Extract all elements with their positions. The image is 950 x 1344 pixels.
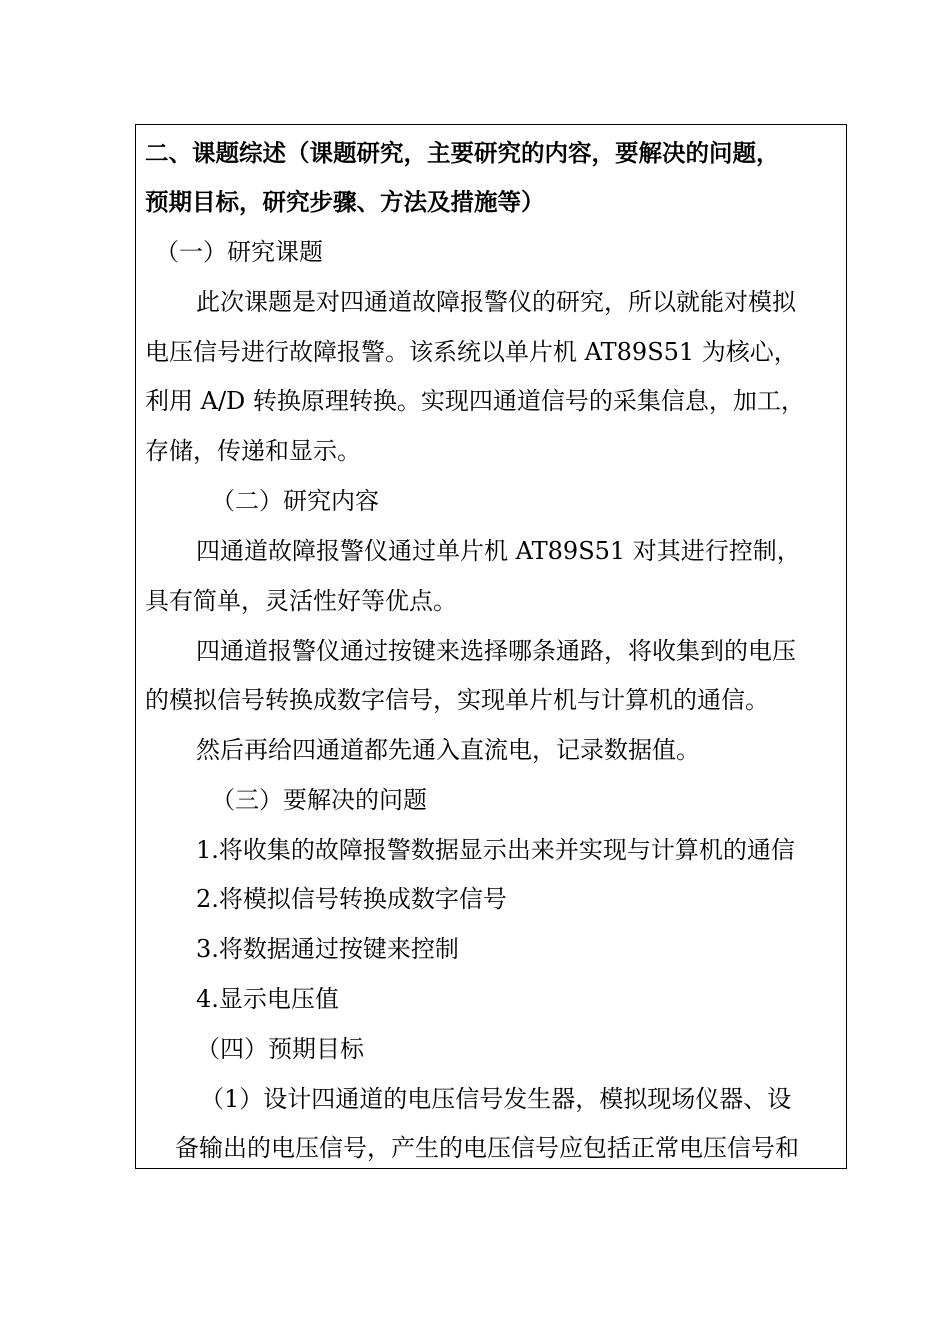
part1-paragraph-line: 利用 A/D 转换原理转换。实现四通道信号的采集信息，加工， <box>145 387 805 415</box>
part4-title: （四）预期目标 <box>196 1035 364 1063</box>
part2-paragraph-line: 然后再给四通道都先通入直流电，记录数据值。 <box>196 736 700 764</box>
part1-paragraph-line: 存储，传递和显示。 <box>145 437 361 465</box>
part2-title: （二）研究内容 <box>211 487 379 515</box>
part4-paragraph-line: （1）设计四通道的电压信号发生器，模拟现场仪器、设 <box>200 1085 792 1113</box>
part3-list-item: 3.将数据通过按键来控制 <box>196 935 459 963</box>
part2-paragraph-line: 的模拟信号转换成数字信号，实现单片机与计算机的通信。 <box>145 686 769 714</box>
part1-paragraph-line: 此次课题是对四通道故障报警仪的研究，所以就能对模拟 <box>196 288 796 316</box>
part1-title: （一）研究课题 <box>155 238 323 266</box>
part2-paragraph-line: 四通道报警仪通过按键来选择哪条通路，将收集到的电压 <box>196 637 796 665</box>
part3-list-item: 4.显示电压值 <box>196 985 339 1013</box>
section-heading-line-2: 预期目标，研究步骤、方法及措施等） <box>145 188 545 216</box>
part3-list-item: 1.将收集的故障报警数据显示出来并实现与计算机的通信 <box>196 836 795 864</box>
part2-paragraph-line: 具有简单，灵活性好等优点。 <box>145 587 457 615</box>
section-heading-line-1: 二、课题综述（课题研究，主要研究的内容，要解决的问题， <box>145 139 780 167</box>
part4-paragraph-line: 备输出的电压信号，产生的电压信号应包括正常电压信号和 <box>175 1134 799 1162</box>
part2-paragraph-line: 四通道故障报警仪通过单片机 AT89S51 对其进行控制， <box>196 537 801 565</box>
part3-list-item: 2.将模拟信号转换成数字信号 <box>196 885 507 913</box>
part1-paragraph-line: 电压信号进行故障报警。该系统以单片机 AT89S51 为核心， <box>145 338 798 366</box>
part3-title: （三）要解决的问题 <box>211 786 427 814</box>
